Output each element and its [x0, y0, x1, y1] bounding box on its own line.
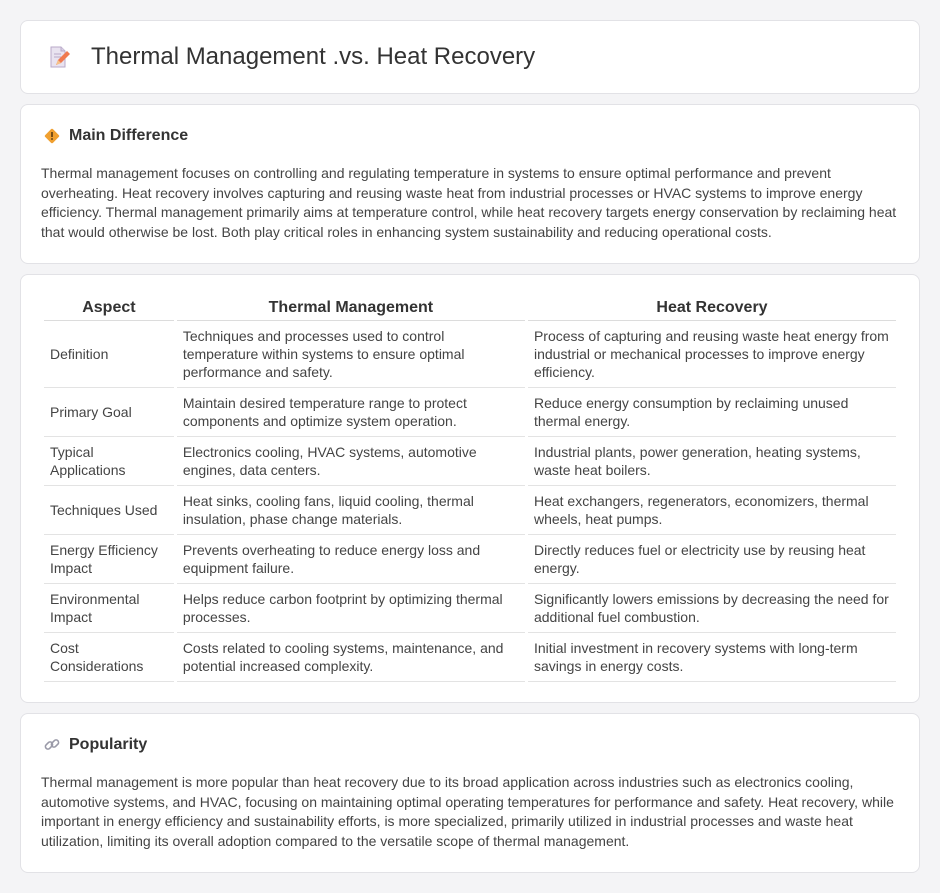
cell-heat: Reduce energy consumption by reclaiming unused thermal energy. [528, 388, 896, 437]
title-card [20, 20, 920, 94]
popularity-text: Thermal management is more popular than heat recovery due to its broad application across industries such as electronics cooling, automotive systems, and HVAC, focusing on maintaining optimal operating temperatures for performance and safety. Heat recovery, while important in energy efficiency and sustainability efforts, is more specialized, primarily utilized in industrial processes and waste heat utilization, limiting its overall adoption compared to the versatile scope of thermal management. [41, 774, 894, 849]
cell-thermal: Techniques and processes used to control temperature within systems to ensure optimal performance and safety. [177, 321, 525, 388]
header-heat-recovery: Heat Recovery [528, 297, 896, 321]
comparison-card [20, 274, 920, 703]
cell-aspect: Definition [44, 321, 174, 388]
table-row [44, 535, 896, 584]
cell-heat: Significantly lowers emissions by decreasing the need for additional fuel combustion. [528, 584, 896, 633]
cell-heat: Industrial plants, power generation, heating systems, waste heat boilers. [528, 437, 896, 486]
page-title: Thermal Management .vs. Heat Recovery [91, 43, 536, 70]
cell-thermal: Helps reduce carbon footprint by optimizing thermal processes. [177, 584, 525, 633]
cell-thermal: Prevents overheating to reduce energy loss and equipment failure. [177, 535, 525, 584]
cell-aspect: Environmental Impact [44, 584, 174, 633]
cell-heat: Process of capturing and reusing waste heat energy from industrial or mechanical processes to improve energy efficiency. [528, 321, 896, 388]
popularity-heading: Popularity [69, 736, 148, 753]
table-row [44, 321, 896, 388]
cell-thermal: Heat sinks, cooling fans, liquid cooling, thermal insulation, phase change materials. [177, 486, 525, 535]
header-thermal-management: Thermal Management [177, 297, 525, 321]
cell-thermal: Electronics cooling, HVAC systems, automotive engines, data centers. [177, 437, 525, 486]
cell-aspect: Cost Considerations [44, 633, 174, 682]
cell-thermal: Maintain desired temperature range to protect components and optimize system operation. [177, 388, 525, 437]
header-aspect: Aspect [44, 297, 174, 321]
popularity-card [20, 713, 920, 873]
table-header-row [44, 297, 896, 321]
cell-thermal: Costs related to cooling systems, maintenance, and potential increased complexity. [177, 633, 525, 682]
table-row [44, 388, 896, 437]
main-difference-header [21, 105, 919, 145]
cell-heat: Heat exchangers, regenerators, economizers, thermal wheels, heat pumps. [528, 486, 896, 535]
table-row [44, 486, 896, 535]
popularity-header [21, 714, 919, 754]
cell-heat: Directly reduces fuel or electricity use by reusing heat energy. [528, 535, 896, 584]
table-row [44, 584, 896, 633]
cell-aspect: Typical Applications [44, 437, 174, 486]
cell-heat: Initial investment in recovery systems with long-term savings in energy costs. [528, 633, 896, 682]
warning-sign-icon [43, 127, 61, 145]
table-row [44, 633, 896, 682]
comparison-table [41, 297, 899, 682]
table-row [44, 437, 896, 486]
document-pencil-icon [47, 45, 71, 69]
link-icon [43, 736, 61, 754]
main-difference-text: Thermal management focuses on controlling and regulating temperature in systems to ensure optimal performance and prevent overheating. Heat recovery involves capturing and reusing waste heat from industrial processes or HVAC systems to improve energy efficiency. Thermal management primarily aims at temperature control, while heat recovery targets energy conservation by reclaiming heat that would otherwise be lost. Both play critical roles in enhancing system sustainability and reducing operational costs. [41, 165, 897, 240]
cell-aspect: Primary Goal [44, 388, 174, 437]
title-row [21, 21, 919, 93]
main-difference-card [20, 104, 920, 264]
cell-aspect: Techniques Used [44, 486, 174, 535]
cell-aspect: Energy Efficiency Impact [44, 535, 174, 584]
main-difference-heading: Main Difference [69, 127, 189, 144]
